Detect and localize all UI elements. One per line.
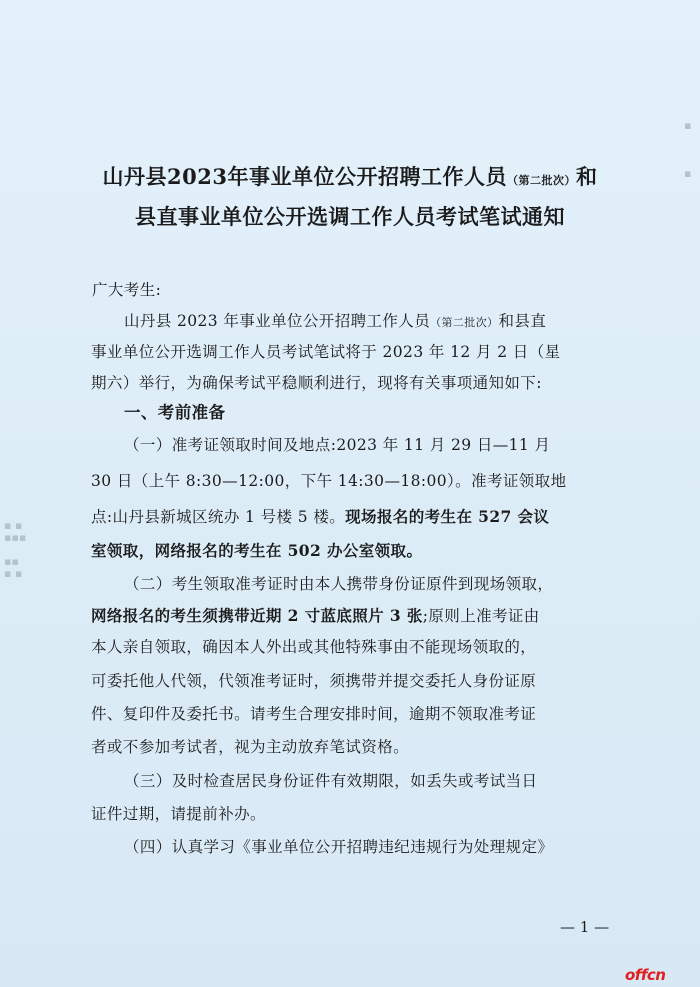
item1-line-4: 室领取，网络报名的考生在 502 办公室领取。: [91, 541, 423, 560]
item2-line-5: 件、复印件及委托书。请考生合理安排时间，逾期不领取准考证: [91, 705, 537, 723]
item2-line-4: 可委托他人代领，代领准考证时，须携带并提交委托人身份证原: [91, 672, 537, 690]
intro-line-3: 期六）举行，为确保考试平稳顺利进行，现将有关事项通知如下:: [91, 374, 542, 392]
left-margin-bleed-mark: ▪ ▪ ▪▪▪ ▪▪ ▪ ▪: [4, 519, 27, 581]
item2-line-1: （二）考生领取准考证时由本人携带身份证原件到现场领取，: [124, 575, 554, 593]
item3-line-1: （三）及时检查居民身份证件有效期限，如丢失或考试当日: [124, 772, 538, 790]
item1-line-2: 30 日（上午 8:30—12:00，下午 14:30—18:00）。准考证领取地: [91, 472, 567, 490]
section-heading: 一、考前准备: [124, 403, 226, 422]
offcn-watermark-logo: offcn: [625, 966, 666, 984]
item4-line-1: （四）认真学习《事业单位公开招聘违纪违规行为处理规定》: [124, 838, 554, 856]
page-number: — 1 —: [560, 918, 610, 936]
item2-line-6: 者或不参加考试者，视为主动放弃笔试资格。: [91, 738, 410, 756]
item2-line-3: 本人亲自领取，确因本人外出或其他特殊事由不能现场领取的，: [91, 638, 537, 656]
document-title-line1: 山丹县2023年事业单位公开招聘工作人员（第二批次）和: [102, 164, 598, 189]
right-margin-bleed-mark: ▪ ▪: [684, 119, 692, 181]
document-title-line2: 县直事业单位公开选调工作人员考试笔试通知: [135, 204, 565, 229]
item2-line-2: 网络报名的考生须携带近期 2 寸蓝底照片 3 张;原则上准考证由: [91, 606, 540, 625]
intro-line-1: 山丹县 2023 年事业单位公开招聘工作人员（第二批次）和县直: [124, 312, 547, 330]
greeting: 广大考生:: [92, 281, 162, 299]
item1-line-3: 点:山丹县新城区统办 1 号楼 5 楼。现场报名的考生在 527 会议: [91, 507, 550, 526]
item1-line-1: （一）准考证领取时间及地点:2023 年 11 月 29 日—11 月: [124, 436, 551, 454]
intro-line-2: 事业单位公开选调工作人员考试笔试将于 2023 年 12 月 2 日（星: [91, 343, 561, 361]
item3-line-2: 证件过期，请提前补办。: [91, 805, 266, 823]
